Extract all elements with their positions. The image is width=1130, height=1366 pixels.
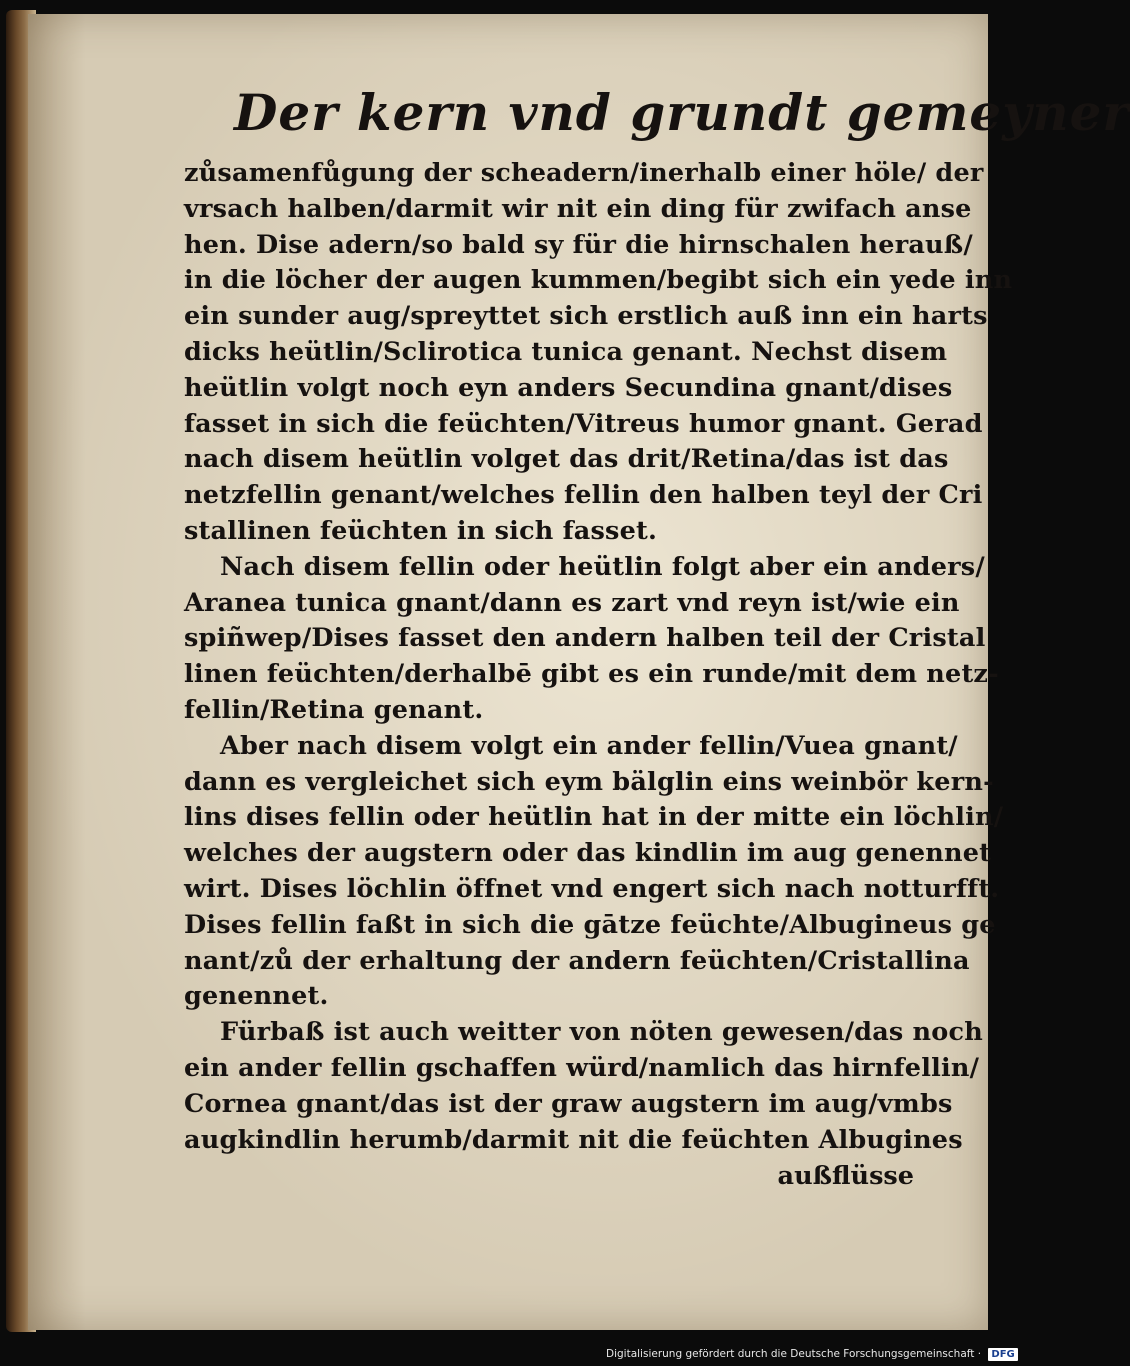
running-head: Der kern vnd grundt gemeyner (234, 83, 1130, 142)
paragraph-2 (184, 550, 999, 729)
text-line: augkindlin herumb/darmit nit die feüchten Albugines (184, 1124, 963, 1155)
text-line: fellin/Retina genant. (184, 694, 484, 725)
paragraph-4 (184, 1015, 983, 1158)
text-line: Cornea gnant/das ist der graw augstern im aug/vmbs (184, 1088, 953, 1119)
text-line: hen. Dise adern/so bald sy für die hirnschalen herauß/ (184, 229, 973, 260)
text-line: fasset in sich die feüchten/Vitreus humor gnant. Gerad (184, 408, 983, 439)
text-line: nant/zů der erhaltung der andern feüchten/Cristallina (184, 945, 970, 976)
text-line: lins dises fellin oder heütlin hat in der mitte ein löchlin/ (184, 802, 1004, 833)
text-line: ein ander fellin gschaffen würd/namlich das hirnfellin/ (184, 1052, 980, 1083)
text-line: Aber nach disem volgt ein ander fellin/Vuea gnant/ (220, 730, 958, 761)
text-line: Aranea tunica gnant/dann es zart vnd reyn ist/wie ein (184, 587, 960, 618)
text-line: ein sunder aug/spreyttet sich erstlich auß inn ein harts (184, 301, 988, 332)
text-line: Dises fellin faßt in sich die gātze feüchte/Albugineus ge (184, 909, 996, 940)
text-line: Nach disem fellin oder heütlin folgt aber ein anders/ (220, 551, 985, 582)
text-line: dicks heütlin/Sclirotica tunica genant. Nechst disem (184, 336, 948, 367)
text-line: Fürbaß ist auch weitter von nöten gewesen/das noch (220, 1017, 983, 1048)
text-block (184, 76, 1130, 1194)
text-line: zůsamenfůgung der scheadern/inerhalb einer höle/ der (184, 158, 984, 188)
text-line: dann es vergleichet sich eym bälglin eins weinbör kern- (184, 766, 994, 797)
text-line: vrsach halben/darmit wir nit ein ding für zwifach anse (184, 193, 972, 224)
text-line: in die löcher der augen kummen/begibt sich ein yede inn (184, 265, 1013, 296)
digitization-credit (606, 1345, 1015, 1363)
text-line: netzfellin genant/welches fellin den halben teyl der Cri (184, 480, 983, 511)
text-line: stallinen feüchten in sich fasset. (184, 515, 658, 546)
text-line: nach disem heütlin volget das drit/Retina/das ist das (184, 444, 949, 475)
dfg-logo-icon: DFG (988, 1348, 1017, 1361)
paragraph-3 (184, 729, 1004, 1015)
paragraph-1 (184, 156, 1013, 550)
text-line: linen feüchten/derhalbē gibt es ein runde/mit dem netz- (184, 659, 999, 690)
text-line: heütlin volgt noch eyn anders Secundina gnant/dises (184, 372, 953, 403)
credit-text: Digitalisierung gefördert durch die Deutsche Forschungsgemeinschaft · (606, 1348, 982, 1360)
book-page (28, 14, 1130, 1330)
text-line: genennet. (184, 981, 329, 1012)
text-line: spiñwep/Dises fasset den andern halben teil der Cristal (184, 623, 986, 654)
text-line: wirt. Dises löchlin öffnet vnd engert sich nach notturfft. (184, 873, 1000, 904)
text-line: welches der augstern oder das kindlin im aug genennet (184, 838, 992, 869)
catchword: außflüsse (777, 1161, 914, 1192)
